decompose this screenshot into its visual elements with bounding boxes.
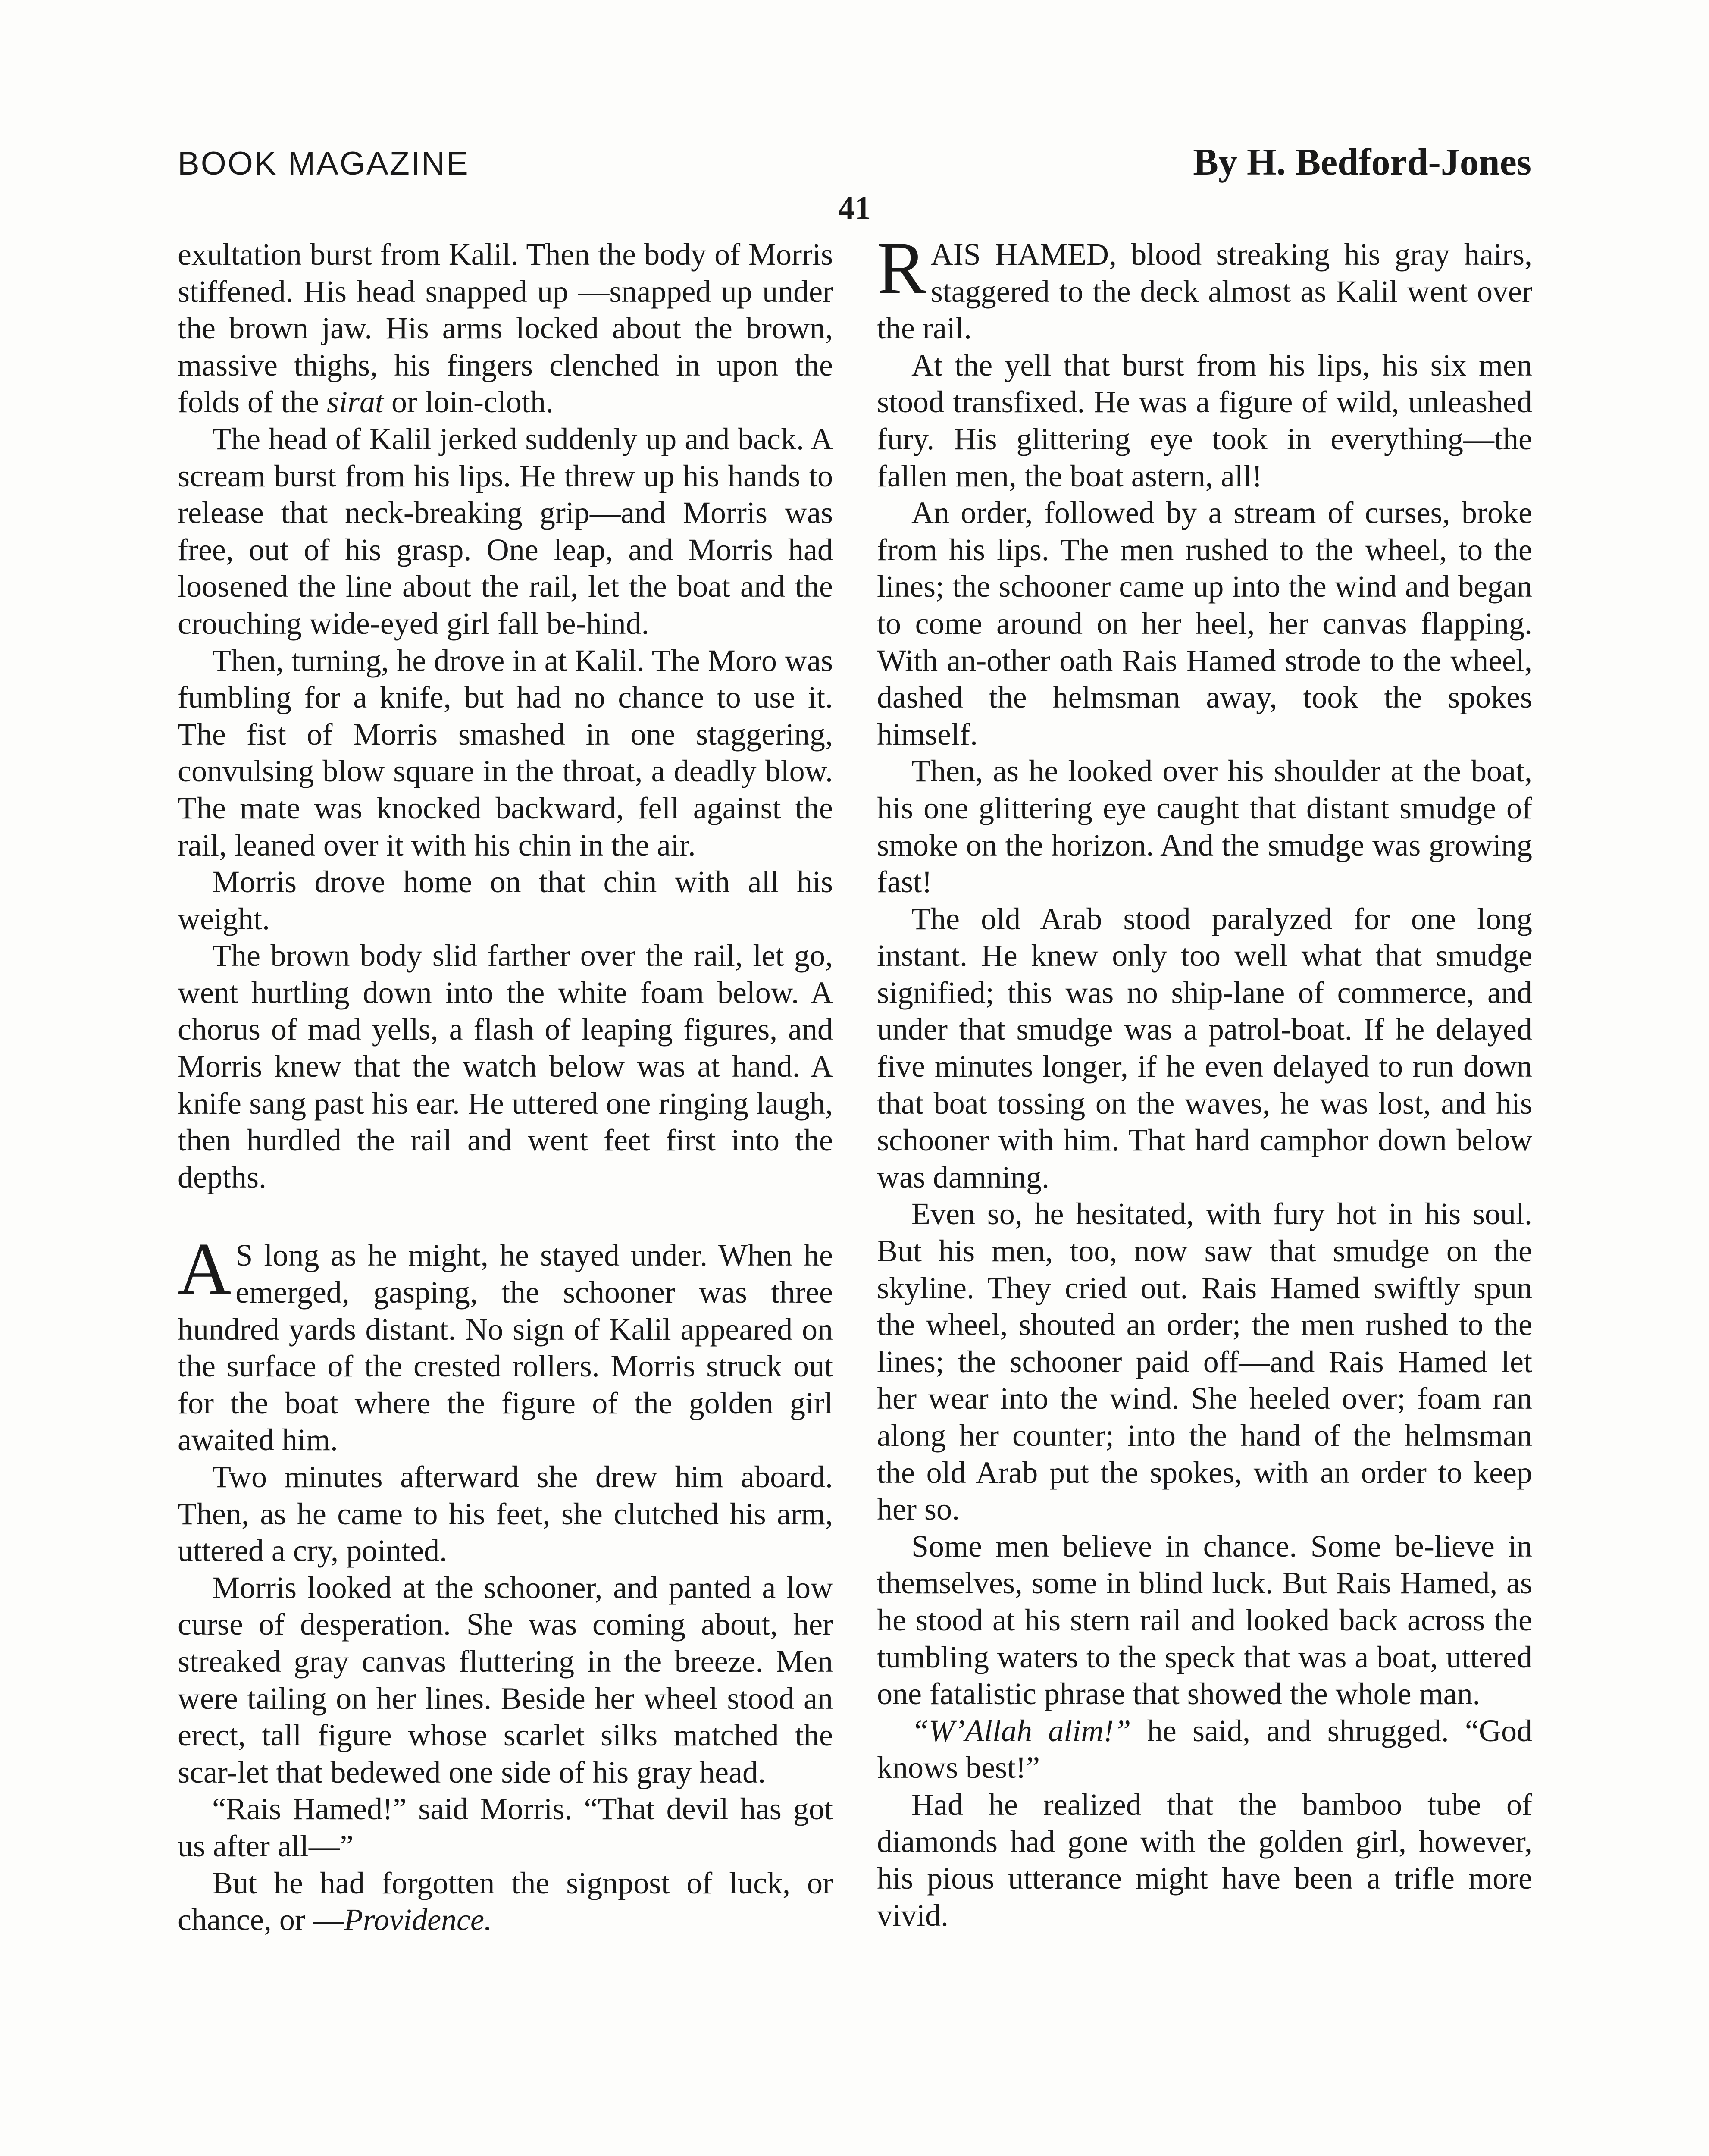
right-paragraph-2: At the yell that burst from his lips, his six men stood transfixed. He was a figure of wild, unleashed fury. His glittering eye took in everything—the fallen men, the boat astern, all! bbox=[877, 348, 1532, 493]
right-column bbox=[877, 227, 1532, 1934]
right-paragraph-1: RAIS HAMED, blood streaking his gray hairs, staggered to the deck almost as Kalil went over the rail. bbox=[877, 227, 1532, 346]
left-paragraph-10: But he had forgotten the signpost of luck, or chance, or —Providence. bbox=[178, 1865, 833, 1937]
drop-cap-r: R bbox=[877, 227, 926, 309]
left-paragraph-1: exultation burst from Kalil. Then the body of Morris stiffened. His head snapped up —snapped up under the brown jaw. His arms locked about the brown, massive thighs, his fingers clenched in upon the folds of the sirat or loin-cloth. bbox=[178, 237, 833, 420]
running-head-magazine: BOOK MAGAZINE bbox=[178, 145, 470, 182]
right-paragraph-3: An order, followed by a stream of curses, broke from his lips. The men rushed to the wheel, to the lines; the schooner came up into the wind and began to come around on her heel, her canvas flapping. With an-other oath Rais Hamed strode to the wheel, dashed the helmsman away, took the spokes himself. bbox=[877, 495, 1532, 752]
left-paragraph-4: Morris drove home on that chin with all his weight. bbox=[178, 865, 833, 936]
page-number: 41 bbox=[838, 190, 871, 226]
left-paragraph-3: Then, turning, he drove in at Kalil. The Moro was fumbling for a knife, but had no chance to use it. The fist of Morris smashed in one staggering, convulsing blow square in the throat, a deadly blow. The mate was knocked backward, fell against the rail, leaned over it with his chin in the air. bbox=[178, 643, 833, 862]
left-paragraph-2: The head of Kalil jerked suddenly up and back. A scream burst from his lips. He threw up his hands to release that neck-breaking grip—and Morris was free, out of his grasp. One leap, and Morris had loosened the line about the rail, let the boat and the crouching wide-eyed girl fall be-hind. bbox=[178, 421, 833, 641]
left-paragraph-8: Morris looked at the schooner, and panted a low curse of desperation. She was coming about, her streaked gray canvas fluttering in the breeze. Men were tailing on her lines. Beside her wheel stood an erect, tall figure whose scarlet silks matched the scar-let that bedewed one side of his gray head. bbox=[178, 1570, 833, 1789]
right-paragraph-8: “W’Allah alim!” he said, and shrugged. “God knows best!” bbox=[877, 1713, 1532, 1785]
drop-cap-a: A bbox=[178, 1228, 232, 1310]
left-paragraph-6: A S long as he might, he stayed under. When he emerged, gasping, the schooner was three hundred yards distant. No sign of Kalil appeared on the surface of the crested rollers. Morris struck out for the boat where the figure of the golden girl awaited him. bbox=[178, 1228, 833, 1457]
right-paragraph-9: Had he realized that the bamboo tube of diamonds had gone with the golden girl, however, his pious utterance might have been a trifle more vivid. bbox=[877, 1787, 1532, 1933]
right-paragraph-4: Then, as he looked over his shoulder at the boat, his one glittering eye caught that distant smudge of smoke on the horizon. And the smudge was growing fast! bbox=[877, 754, 1532, 899]
right-paragraph-5: The old Arab stood paralyzed for one long instant. He knew only too well what that smudge signified; this was no ship-lane of commerce, and under that smudge was a patrol-boat. If he delayed five minutes longer, if he even delayed to run down that boat tossing on the waves, he was lost, and his schooner with him. That hard camphor down below was damning. bbox=[877, 901, 1532, 1194]
left-paragraph-7: Two minutes afterward she drew him aboard. Then, as he came to his feet, she clutched his arm, uttered a cry, pointed. bbox=[178, 1460, 833, 1568]
right-paragraph-7: Some men believe in chance. Some be-lieve in themselves, some in blind luck. But Rais Hamed, as he stood at his stern rail and looked back across the tumbling waters to the speck that was a boat, uttered one fatalistic phrase that showed the whole man. bbox=[877, 1529, 1532, 1711]
left-paragraph-9: “Rais Hamed!” said Morris. “That devil has got us after all—” bbox=[178, 1792, 833, 1863]
right-paragraph-6: Even so, he hesitated, with fury hot in his soul. But his men, too, now saw that smudge on the skyline. They cried out. Rais Hamed swiftly spun the wheel, shouted an order; the men rushed to the lines; the schooner paid off—and Rais Hamed let her wear into the wind. She heeled over; foam ran along her counter; into the hand of the helmsman the old Arab put the spokes, with an order to keep her so. bbox=[877, 1197, 1532, 1527]
running-head-author: By H. Bedford-Jones bbox=[1193, 141, 1531, 183]
left-column bbox=[178, 236, 833, 1939]
left-paragraph-5: The brown body slid farther over the rail, let go, went hurtling down into the white foam below. A chorus of mad yells, a flash of leaping figures, and Morris knew that the watch below was at hand. A knife sang past his ear. He uttered one ringing laugh, then hurdled the rail and went feet first into the depths. bbox=[178, 938, 833, 1194]
